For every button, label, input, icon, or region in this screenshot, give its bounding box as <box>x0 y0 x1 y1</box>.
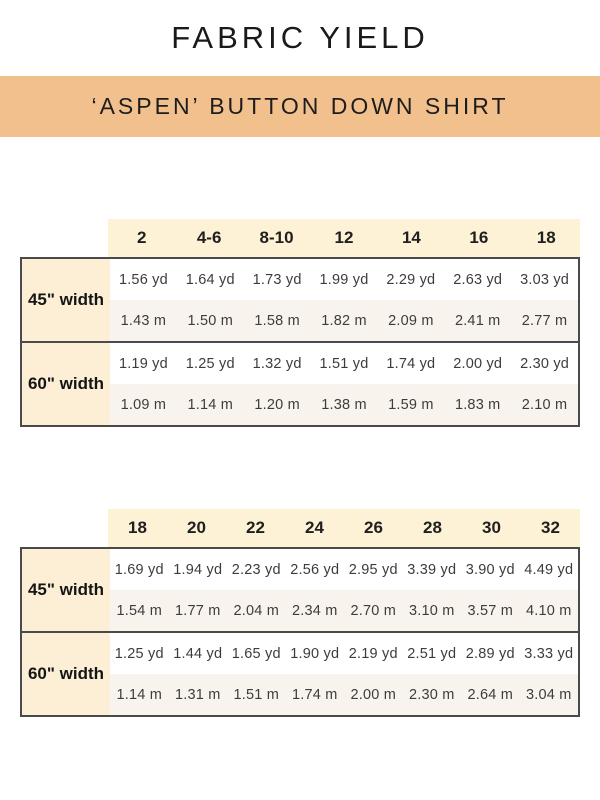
yield-cell-yd: 1.99 yd <box>311 259 378 300</box>
yield-cell-yd: 1.56 yd <box>110 259 177 300</box>
size-column-header: 8-10 <box>243 219 310 257</box>
pattern-banner-label: ‘ASPEN’ BUTTON DOWN SHIRT <box>91 93 509 119</box>
page-title: FABRIC YIELD <box>171 20 429 55</box>
yield-cell-yd: 2.00 yd <box>444 343 511 384</box>
yield-cell-yd: 2.23 yd <box>227 549 286 590</box>
size-column-header: 24 <box>285 509 344 547</box>
size-column-header: 4-6 <box>175 219 242 257</box>
yield-cell-yd: 2.63 yd <box>444 259 511 300</box>
yield-cell-m: 1.82 m <box>311 300 378 341</box>
yield-cell-m: 1.31 m <box>169 674 228 715</box>
yield-cell-yd: 1.65 yd <box>227 633 286 674</box>
yield-cell-yd: 1.51 yd <box>311 343 378 384</box>
yield-cell-m: 2.64 m <box>461 674 520 715</box>
yield-cell-m: 2.77 m <box>511 300 578 341</box>
yield-cell-yd: 2.89 yd <box>461 633 520 674</box>
yield-cell-m: 2.30 m <box>403 674 462 715</box>
yield-cell-yd: 1.44 yd <box>169 633 228 674</box>
size-column-header: 26 <box>344 509 403 547</box>
size-column-header: 12 <box>310 219 377 257</box>
yield-cell-yd: 1.64 yd <box>177 259 244 300</box>
yield-cell-yd: 2.56 yd <box>286 549 345 590</box>
yield-cell-yd: 1.90 yd <box>286 633 345 674</box>
yield-cell-yd: 1.25 yd <box>110 633 169 674</box>
yield-cell-yd: 2.29 yd <box>377 259 444 300</box>
yield-cell-m: 3.04 m <box>520 674 579 715</box>
yield-cell-m: 1.51 m <box>227 674 286 715</box>
yield-cell-yd: 1.74 yd <box>377 343 444 384</box>
yield-cell-m: 1.14 m <box>110 674 169 715</box>
size-column-header: 30 <box>462 509 521 547</box>
size-column-header: 14 <box>378 219 445 257</box>
fabric-yield-table-small-sizes <box>20 219 580 427</box>
size-column-header: 20 <box>167 509 226 547</box>
yield-cell-yd: 2.95 yd <box>344 549 403 590</box>
size-column-header: 28 <box>403 509 462 547</box>
yield-cell-yd: 2.19 yd <box>344 633 403 674</box>
width-label: 60" width <box>22 343 110 425</box>
yield-cell-m: 1.58 m <box>244 300 311 341</box>
yield-cell-m: 1.43 m <box>110 300 177 341</box>
size-column-header: 32 <box>521 509 580 547</box>
title-section <box>0 0 600 76</box>
pattern-banner <box>0 76 600 137</box>
yield-cell-m: 1.38 m <box>311 384 378 425</box>
yield-cell-m: 1.09 m <box>110 384 177 425</box>
width-group <box>22 631 578 715</box>
yield-cell-yd: 3.03 yd <box>511 259 578 300</box>
yield-cell-m: 2.04 m <box>227 590 286 631</box>
size-column-header: 16 <box>445 219 512 257</box>
yield-cell-yd: 1.73 yd <box>244 259 311 300</box>
width-label: 60" width <box>22 633 110 715</box>
yield-cell-m: 2.70 m <box>344 590 403 631</box>
size-column-header: 22 <box>226 509 285 547</box>
yield-cell-yd: 3.39 yd <box>403 549 462 590</box>
size-column-header: 2 <box>108 219 175 257</box>
width-group <box>22 341 578 425</box>
yield-cell-m: 1.20 m <box>244 384 311 425</box>
yield-cell-m: 1.50 m <box>177 300 244 341</box>
yield-cell-m: 2.09 m <box>377 300 444 341</box>
width-group <box>22 549 578 631</box>
yield-cell-m: 1.14 m <box>177 384 244 425</box>
yield-cell-m: 1.54 m <box>110 590 169 631</box>
yield-cell-m: 1.77 m <box>169 590 228 631</box>
yield-cell-m: 1.83 m <box>444 384 511 425</box>
size-header-row <box>20 219 580 257</box>
size-column-header: 18 <box>108 509 167 547</box>
yield-cell-yd: 3.33 yd <box>520 633 579 674</box>
yield-cell-yd: 4.49 yd <box>520 549 579 590</box>
yield-cell-m: 4.10 m <box>520 590 579 631</box>
table-body <box>20 547 580 717</box>
yield-cell-yd: 1.94 yd <box>169 549 228 590</box>
yield-cell-m: 2.00 m <box>344 674 403 715</box>
yield-cell-m: 2.41 m <box>444 300 511 341</box>
width-label: 45" width <box>22 549 110 631</box>
size-column-header: 18 <box>513 219 580 257</box>
yield-cell-m: 1.74 m <box>286 674 345 715</box>
yield-cell-yd: 1.32 yd <box>244 343 311 384</box>
yield-cell-yd: 2.30 yd <box>511 343 578 384</box>
yield-cell-yd: 1.25 yd <box>177 343 244 384</box>
table-body <box>20 257 580 427</box>
yield-cell-yd: 1.19 yd <box>110 343 177 384</box>
corner-spacer <box>20 509 108 547</box>
width-label: 45" width <box>22 259 110 341</box>
size-header-row <box>20 509 580 547</box>
yield-cell-m: 2.34 m <box>286 590 345 631</box>
fabric-yield-table-large-sizes <box>20 509 580 717</box>
yield-cell-m: 3.57 m <box>461 590 520 631</box>
yield-cell-m: 2.10 m <box>511 384 578 425</box>
yield-cell-yd: 1.69 yd <box>110 549 169 590</box>
yield-cell-yd: 2.51 yd <box>403 633 462 674</box>
yield-cell-yd: 3.90 yd <box>461 549 520 590</box>
width-group <box>22 259 578 341</box>
corner-spacer <box>20 219 108 257</box>
yield-cell-m: 3.10 m <box>403 590 462 631</box>
yield-cell-m: 1.59 m <box>377 384 444 425</box>
